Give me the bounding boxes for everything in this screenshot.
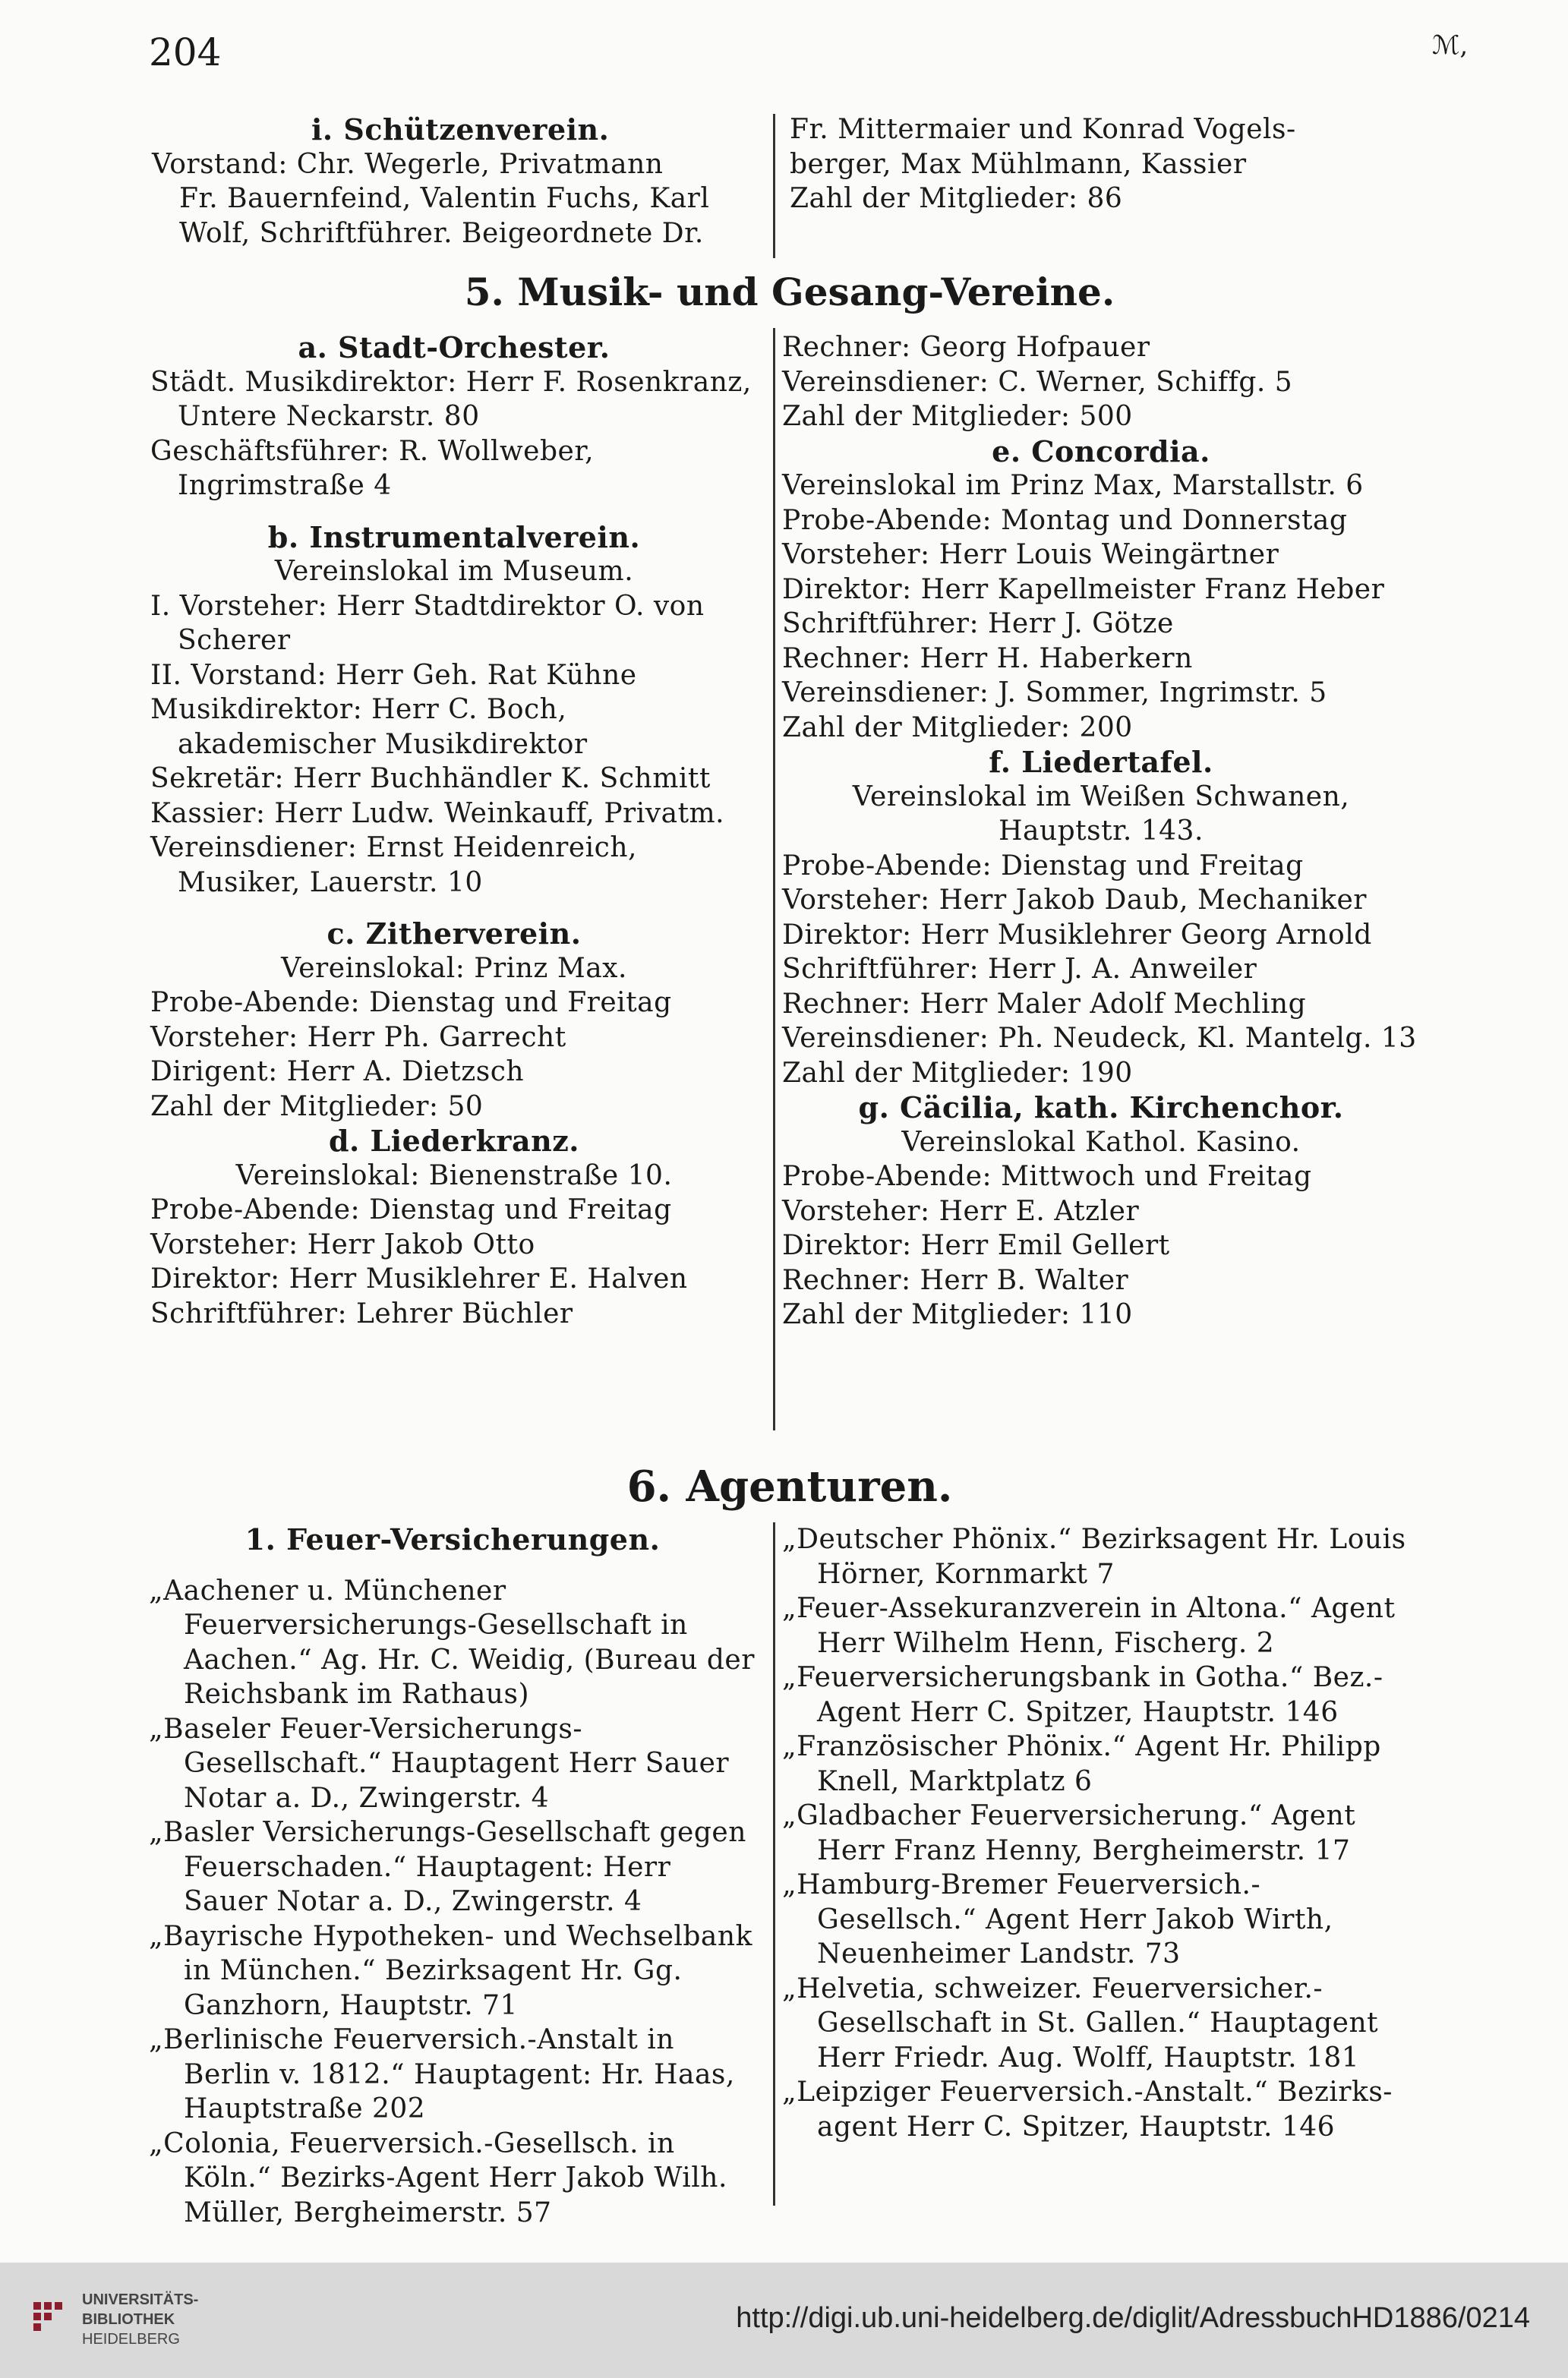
library-logo-icon <box>30 2299 65 2334</box>
venue-line: Vereinslokal: Bienenstraße 10. <box>235 1159 673 1191</box>
section5-right-column <box>782 330 1420 1332</box>
spacer <box>150 900 758 916</box>
entry-line: Direktor: Herr Emil Gellert <box>782 1230 1170 1261</box>
entry-line: Zahl der Mitglieder: 200 <box>782 711 1133 743</box>
top-left-column <box>152 112 759 251</box>
entry-line: Vorsteher: Herr Jakob Otto <box>150 1228 535 1260</box>
entry-line: Vorsteher: Herr Jakob Daub, Mechaniker <box>782 885 1367 916</box>
text-line: Zahl der Mitglieder: 86 <box>790 183 1123 214</box>
library-name <box>82 2290 198 2349</box>
agency-entry: „Basler Versicherungs-Gesellschaft gegen Feuerschaden.“ Hauptagent: Herr Sauer Notar a. D., Zwingerstr. 4 <box>149 1817 746 1917</box>
top-right-column <box>790 112 1412 216</box>
library-name-line: UNIVERSITÄTS- <box>82 2291 199 2308</box>
entry-line: Vorsteher: Herr Louis Weingärtner <box>782 539 1279 570</box>
subsection-heading: e. Concordia. <box>992 434 1210 468</box>
subsection-heading: a. Stadt-Orchester. <box>298 330 610 364</box>
entry-line: Vereinsdiener: Ernst Heidenreich, Musiker, Lauerstr. 10 <box>150 832 637 898</box>
agency-entry: „Helvetia, schweizer. Feuerversicher.-Gesellschaft in St. Gallen.“ Hauptagent Herr Friedr. Aug. Wolff, Hauptstr. 181 <box>782 1973 1379 2074</box>
entry-line: Kassier: Herr Ludw. Weinkauff, Privatm. <box>150 797 725 829</box>
entry-line: Vereinsdiener: C. Werner, Schiffg. 5 <box>782 366 1293 398</box>
library-name-line: HEIDELBERG <box>82 2331 180 2348</box>
agency-entry: „Gladbacher Feuerversicherung.“ Agent Herr Franz Henny, Bergheimerstr. 17 <box>782 1800 1356 1866</box>
subsection-heading: f. Liedertafel. <box>989 745 1213 779</box>
agency-entry: „Berlinische Feuerversich.-Anstalt in Berlin v. 1812.“ Hauptagent: Hr. Haas, Hauptstraße 202 <box>149 2024 735 2124</box>
entry-line: Probe-Abende: Dienstag und Freitag <box>150 1194 672 1225</box>
agency-entry: „Aachener u. Münchener Feuerversicherungs-Gesellschaft in Aachen.“ Ag. Hr. C. Weidig, (Bureau der Reichsbank im Rathaus) <box>149 1575 755 1710</box>
entry-line: Schriftführer: Herr J. Götze <box>782 608 1174 639</box>
entry-line: Zahl der Mitglieder: 110 <box>782 1299 1133 1330</box>
library-name-line: BIBLIOTHEK <box>82 2311 175 2328</box>
entry-line: Rechner: Herr Maler Adolf Mechling <box>782 988 1307 1020</box>
agency-entry: „Feuer-Assekuranzverein in Altona.“ Agent Herr Wilhelm Henn, Fischerg. 2 <box>782 1593 1396 1659</box>
venue-line: Vereinslokal: Prinz Max. <box>281 952 627 984</box>
column-divider <box>773 114 775 258</box>
column-divider <box>773 328 775 1430</box>
agency-entry: „Deutscher Phönix.“ Bezirksagent Hr. Louis Hörner, Kornmarkt 7 <box>782 1524 1406 1590</box>
entry-line: Geschäftsführer: R. Wollweber, Ingrimstraße 4 <box>150 435 595 501</box>
text-line: Fr. Mittermaier und Konrad Vogels- <box>790 114 1296 145</box>
section6-left-column <box>149 1522 756 2230</box>
section-heading-schuetzenverein: i. Schützenverein. <box>311 112 610 147</box>
entry-line: Rechner: Herr H. Haberkern <box>782 642 1193 674</box>
corner-mark: ℳ, <box>1432 30 1469 61</box>
entry-line: Vereinslokal im Prinz Max, Marstallstr. 6 <box>782 470 1364 501</box>
entry-line: Städt. Musikdirektor: Herr F. Rosenkranz, Untere Neckarstr. 80 <box>150 366 752 432</box>
entry-line: Zahl der Mitglieder: 50 <box>150 1090 484 1122</box>
spacer <box>149 1557 756 1574</box>
subsection-heading: d. Liederkranz. <box>328 1124 580 1158</box>
entry-line: Probe-Abende: Mittwoch und Freitag <box>782 1161 1312 1192</box>
entry-line: Direktor: Herr Musiklehrer Georg Arnold <box>782 919 1372 951</box>
subsection-heading: b. Instrumentalverein. <box>267 519 641 554</box>
entry-line: Musikdirektor: Herr C. Boch, akademischer Musikdirektor <box>150 694 588 760</box>
section6-right-column <box>782 1522 1420 2144</box>
subsection-heading: c. Zitherverein. <box>327 916 582 951</box>
entry-line: II. Vorstand: Herr Geh. Rat Kühne <box>150 659 637 691</box>
column-divider <box>773 1522 775 2206</box>
entry-line: Vorsteher: Herr Ph. Garrecht <box>150 1021 566 1053</box>
section5-left-column <box>150 330 758 1331</box>
entry-line: Vereinsdiener: Ph. Neudeck, Kl. Mantelg. 13 <box>782 1023 1417 1054</box>
entry-line: Direktor: Herr Kapellmeister Franz Heber <box>782 573 1385 605</box>
entry-line: Probe-Abende: Dienstag und Freitag <box>782 850 1304 882</box>
entry-line: Rechner: Georg Hofpauer <box>782 332 1150 363</box>
agency-entry: „Hamburg-Bremer Feuerversich.-Gesellsch.“ Agent Herr Jakob Wirth, Neuenheimer Landstr. 73 <box>782 1869 1333 1970</box>
entry-line: I. Vorsteher: Herr Stadtdirektor O. von Scherer <box>150 590 705 656</box>
entry-line: Vorsteher: Herr E. Atzler <box>782 1195 1140 1227</box>
section-title-agenturen: 6. Agenturen. <box>626 1462 953 1512</box>
text-line: berger, Max Mühlmann, Kassier <box>790 148 1247 180</box>
entry-line: Vereinsdiener: J. Sommer, Ingrimstr. 5 <box>782 677 1327 708</box>
entry-line: Dirigent: Herr A. Dietzsch <box>150 1056 525 1087</box>
library-footer <box>0 2263 1568 2378</box>
subsection-heading: g. Cäcilia, kath. Kirchenchor. <box>858 1090 1344 1124</box>
spacer <box>150 503 758 520</box>
agency-entry: „Colonia, Feuerversich.-Gesellsch. in Köln.“ Bezirks-Agent Herr Jakob Wilh. Müller, Bergheimerstr. 57 <box>149 2127 727 2228</box>
entry-line: Zahl der Mitglieder: 500 <box>782 401 1133 432</box>
agency-entry: „Französischer Phönix.“ Agent Hr. Philipp Knell, Marktplatz 6 <box>782 1731 1381 1797</box>
text-line: Vorstand: Chr. Wegerle, Privatmann <box>152 148 664 180</box>
agency-entry: „Leipziger Feuerversich.-Anstalt.“ Bezirks-agent Herr C. Spitzer, Hauptstr. 146 <box>782 2077 1393 2143</box>
page-number: 204 <box>149 30 222 74</box>
entry-line: Zahl der Mitglieder: 190 <box>782 1057 1133 1089</box>
source-url-link[interactable]: http://digi.ub.uni-heidelberg.de/diglit/AdressbuchHD1886/0214 <box>736 2302 1530 2334</box>
text-line: Wolf, Schriftführer. Beigeordnete Dr. <box>179 217 704 249</box>
text-line: Fr. Bauernfeind, Valentin Fuchs, Karl <box>179 183 710 214</box>
agency-entry: „Feuerversicherungsbank in Gotha.“ Bez.-Agent Herr C. Spitzer, Hauptstr. 146 <box>782 1662 1383 1728</box>
subsection-heading: 1. Feuer-Versicherungen. <box>245 1522 661 1556</box>
section-title-musik: 5. Musik- und Gesang-Vereine. <box>464 270 1115 314</box>
venue-line: Vereinslokal im Museum. <box>274 556 634 587</box>
entry-line: Schriftführer: Herr J. A. Anweiler <box>782 954 1257 985</box>
entry-line: Rechner: Herr B. Walter <box>782 1264 1129 1296</box>
agency-entry: „Baseler Feuer-Versicherungs-Gesellschaft.“ Hauptagent Herr Sauer Notar a. D., Zwingerstr. 4 <box>149 1713 730 1814</box>
entry-line: Probe-Abende: Dienstag und Freitag <box>150 987 672 1018</box>
entry-line: Sekretär: Herr Buchhändler K. Schmitt <box>150 763 711 794</box>
entry-line: Probe-Abende: Montag und Donnerstag <box>782 504 1348 536</box>
entry-line: Direktor: Herr Musiklehrer E. Halven <box>150 1263 688 1295</box>
entry-line: Schriftführer: Lehrer Büchler <box>150 1298 573 1329</box>
venue-line: Vereinslokal Kathol. Kasino. <box>901 1126 1301 1158</box>
venue-line: Vereinslokal im Weißen Schwanen, Hauptstr. 143. <box>852 781 1350 847</box>
agency-entry: „Bayrische Hypotheken- und Wechselbank in München.“ Bezirksagent Hr. Gg. Ganzhorn, Hauptstr. 71 <box>149 1920 752 2021</box>
